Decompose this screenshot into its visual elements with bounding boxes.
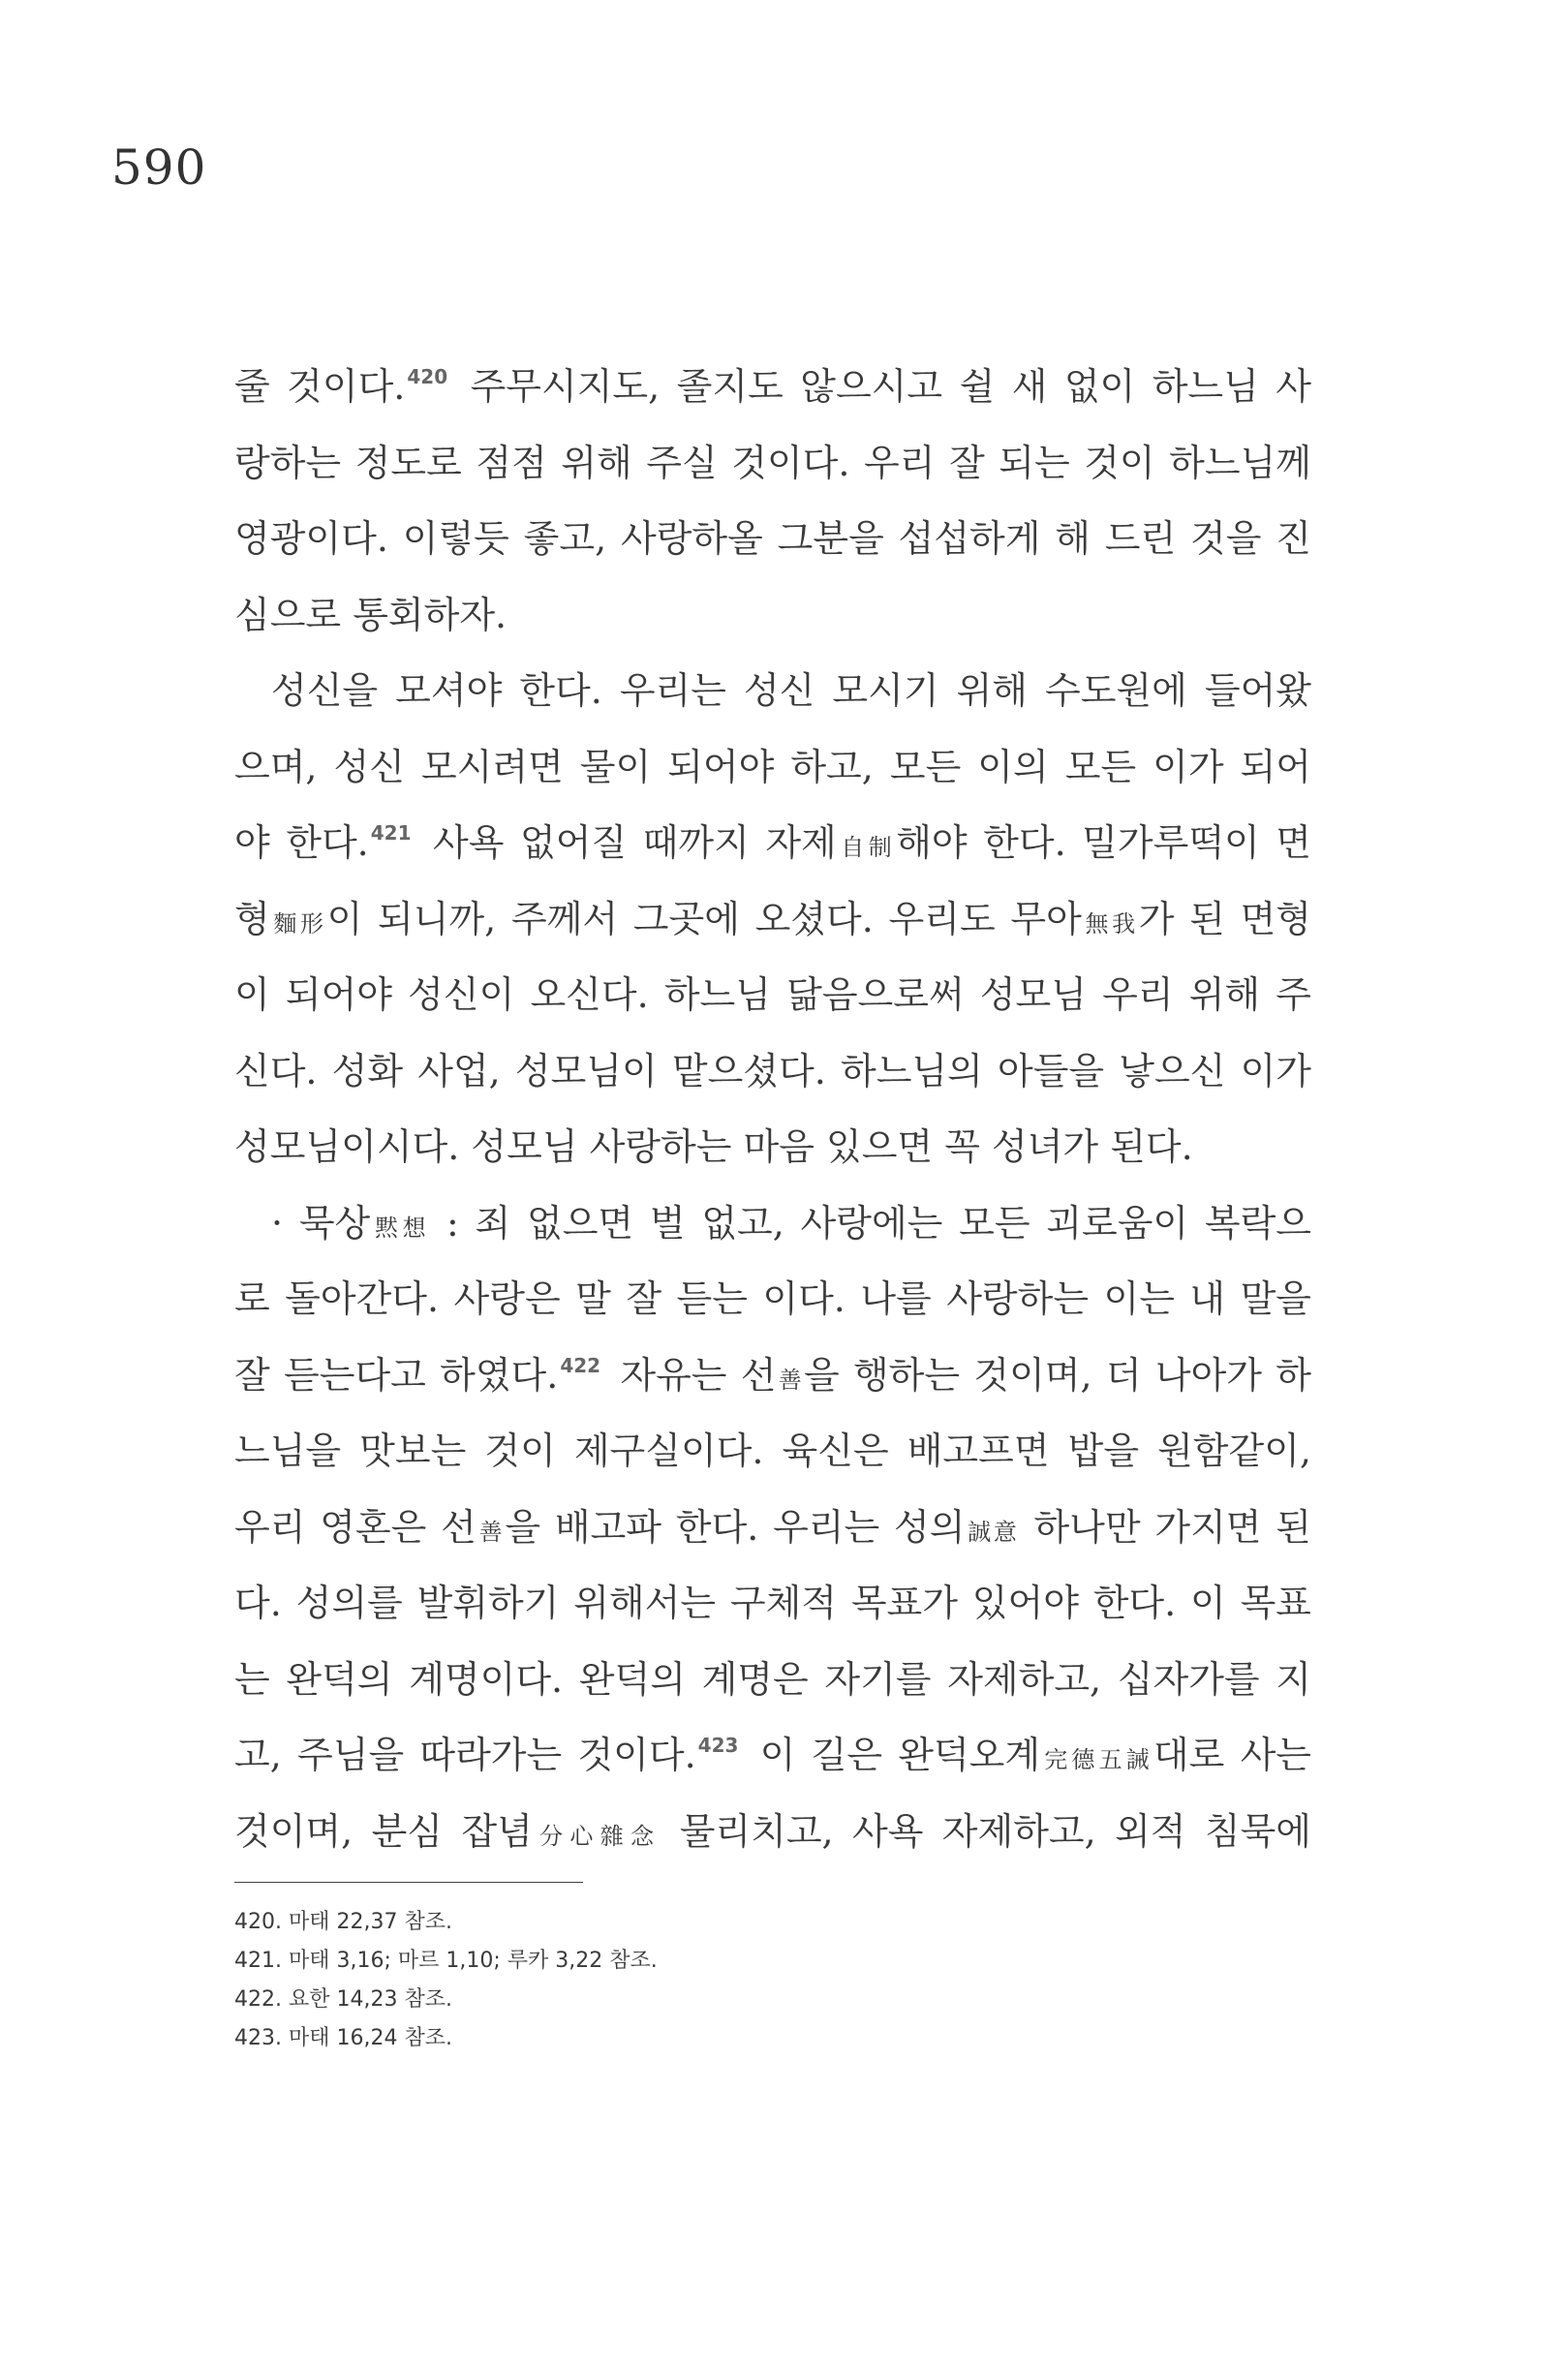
text-line bbox=[234, 501, 1311, 577]
hanja-annotation: 自制 bbox=[836, 834, 897, 861]
text-run: 는 완덕의 계명이다. 완덕의 계명은 자기를 자제하고, 십자가를 지 bbox=[234, 1657, 1311, 1701]
text-run: 고, 주님을 따라가는 것이다. bbox=[234, 1734, 696, 1776]
text-run: 주무시지도, 졸지도 않으시고 쉴 새 없이 하느님 사 bbox=[453, 365, 1311, 408]
text-run: 성신을 모셔야 한다. 우리는 성신 모시기 위해 수도원에 들어왔 bbox=[271, 669, 1311, 712]
text-run: 형 bbox=[234, 897, 270, 940]
text-run: 이 되어야 성신이 오신다. 하느님 닮음으로써 성모님 우리 위해 주 bbox=[234, 973, 1311, 1016]
text-line bbox=[234, 653, 1311, 729]
hanja-annotation: 善 bbox=[776, 1366, 804, 1394]
text-line bbox=[234, 1794, 1311, 1870]
footnotes bbox=[234, 1903, 658, 2058]
hanja-annotation: 黙想 bbox=[370, 1214, 431, 1242]
text-line bbox=[234, 1033, 1311, 1110]
footnote: 420. 마태 22,37 참조. bbox=[234, 1910, 452, 1934]
text-run: 느님을 맛보는 것이 제구실이다. 육신은 배고프면 밥을 원함같이, bbox=[234, 1430, 1311, 1472]
footnote: 423. 마태 16,24 참조. bbox=[234, 2026, 452, 2050]
text-line bbox=[234, 1717, 1311, 1794]
text-line bbox=[234, 805, 1311, 881]
text-line bbox=[234, 957, 1311, 1033]
text-line bbox=[234, 577, 1311, 654]
text-line bbox=[234, 1565, 1311, 1642]
footnote-ref: 421 bbox=[370, 821, 412, 845]
paragraph bbox=[234, 349, 1311, 653]
footnote-rule bbox=[234, 1882, 583, 1883]
text-run: : 죄 없으면 벌 없고, 사랑에는 모든 괴로움이 복락으 bbox=[430, 1201, 1311, 1245]
text-run: 잘 듣는다고 하였다. bbox=[234, 1353, 559, 1397]
text-run: 자유는 선 bbox=[606, 1353, 777, 1397]
hanja-annotation: 完德五誡 bbox=[1040, 1746, 1153, 1773]
footnote: 421. 마태 3,16; 마르 1,10; 루카 3,22 참조. bbox=[234, 1949, 658, 1973]
text-line bbox=[234, 729, 1311, 806]
footnote: 422. 요한 14,23 참조. bbox=[234, 1987, 452, 2012]
hanja-annotation: 無我 bbox=[1081, 909, 1139, 938]
text-line bbox=[234, 349, 1311, 425]
text-run: 성모님이시다. 성모님 사랑하는 마음 있으면 꼭 성녀가 된다. bbox=[234, 1125, 1193, 1168]
text-line bbox=[234, 1261, 1311, 1338]
text-run: 심으로 통회하자. bbox=[234, 593, 507, 636]
text-run: 을 배고파 한다. 우리는 성의 bbox=[505, 1505, 966, 1549]
text-line bbox=[234, 1413, 1311, 1490]
text-run: 신다. 성화 사업, 성모님이 맡으셨다. 하느님의 아들을 낳으신 이가 bbox=[234, 1049, 1311, 1092]
text-run: 이 길은 완덕오계 bbox=[744, 1734, 1041, 1776]
text-line bbox=[234, 1109, 1311, 1185]
footnote-ref: 420 bbox=[407, 365, 448, 388]
text-run: 것이며, 분심 잡념 bbox=[234, 1809, 533, 1853]
text-line bbox=[234, 425, 1311, 502]
text-run: 야 한다. bbox=[234, 821, 369, 864]
paragraph bbox=[234, 653, 1311, 1185]
text-run: 물리치고, 사욕 자제하고, 외적 침묵에 bbox=[661, 1809, 1311, 1853]
text-run: 다. 성의를 발휘하기 위해서는 구체적 목표가 있어야 한다. 이 목표 bbox=[234, 1582, 1311, 1624]
footnote-ref: 422 bbox=[560, 1353, 601, 1377]
hanja-annotation: 善 bbox=[476, 1518, 506, 1546]
hanja-annotation: 誠意 bbox=[965, 1518, 1020, 1546]
text-run: 하나만 가지면 된 bbox=[1019, 1505, 1312, 1549]
text-run: · 묵상 bbox=[271, 1201, 371, 1245]
text-run: 으며, 성신 모시려면 물이 되어야 하고, 모든 이의 모든 이가 되어 bbox=[234, 745, 1311, 788]
text-run: 랑하는 정도로 점점 위해 주실 것이다. 우리 잘 되는 것이 하느님께 bbox=[234, 441, 1311, 484]
text-run: 줄 것이다. bbox=[234, 365, 406, 408]
page-number: 590 bbox=[111, 139, 207, 196]
footnote-ref: 423 bbox=[697, 1734, 739, 1757]
text-run: 우리 영혼은 선 bbox=[234, 1505, 477, 1549]
text-run: 가 된 면형 bbox=[1138, 897, 1311, 940]
body-text bbox=[234, 349, 1311, 1869]
text-run: 로 돌아간다. 사랑은 말 잘 듣는 이다. 나를 사랑하는 이는 내 말을 bbox=[234, 1277, 1311, 1320]
text-run: 을 행하는 것이며, 더 나아가 하 bbox=[803, 1353, 1311, 1397]
paragraph bbox=[234, 1185, 1311, 1870]
text-run: 사욕 없어질 때까지 자제 bbox=[416, 821, 837, 864]
hanja-annotation: 麵形 bbox=[269, 909, 327, 938]
text-line bbox=[234, 1490, 1311, 1566]
text-run: 대로 사는 bbox=[1153, 1734, 1311, 1776]
text-line bbox=[234, 1642, 1311, 1718]
text-line bbox=[234, 881, 1311, 958]
hanja-annotation: 分心雜念 bbox=[532, 1822, 661, 1850]
text-line bbox=[234, 1185, 1311, 1262]
text-run: 이 되니까, 주께서 그곳에 오셨다. 우리도 무아 bbox=[326, 897, 1082, 940]
text-line bbox=[234, 1338, 1311, 1414]
text-run: 영광이다. 이렇듯 좋고, 사랑하올 그분을 섭섭하게 해 드린 것을 진 bbox=[234, 517, 1311, 560]
text-run: 해야 한다. 밀가루떡이 면 bbox=[896, 821, 1311, 864]
